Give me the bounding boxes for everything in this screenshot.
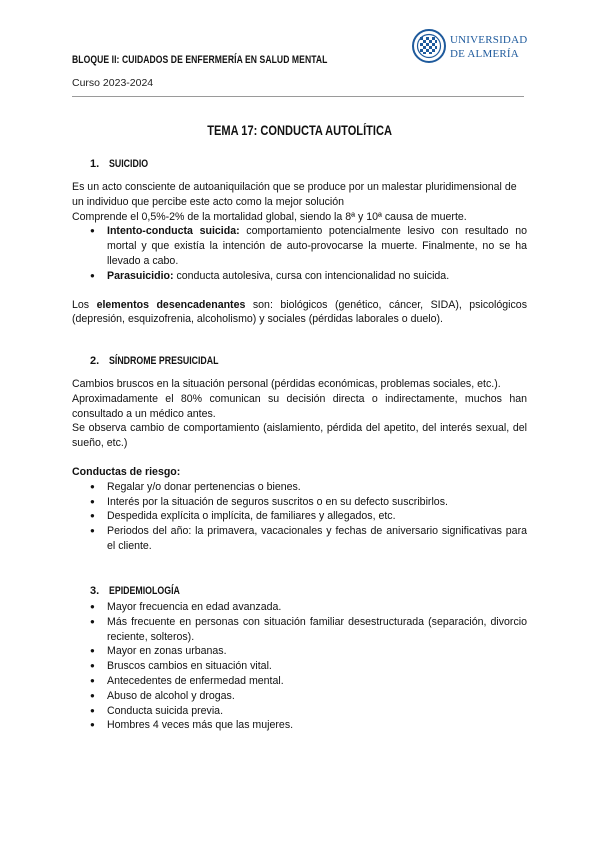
presuicidal-p3: Se observa cambio de comportamiento (aislamiento, pérdida del apetito, del interés sexual, del sueño, etc.)	[72, 422, 527, 450]
suicide-types-list	[72, 224, 527, 283]
list-item: ● Regalar y/o donar pertenencias o bienes.	[107, 480, 527, 495]
section-3-body	[72, 600, 527, 733]
section-2-heading: 2. SÍNDROME PRESUICIDAL	[90, 355, 219, 367]
list-item: ● Interés por la situación de seguros suscritos o en su defecto suscribirlos.	[107, 495, 527, 510]
risk-heading: Conductas de riesgo:	[72, 465, 181, 478]
suicide-definition: Es un acto consciente de autoaniquilación que se produce por un malestar pluridimensional de un individuo que percibe este acto como la mejor solución	[72, 181, 517, 208]
list-item: ● Antecedentes de enfermedad mental.	[107, 674, 527, 689]
list-item: ● Bruscos cambios en situación vital.	[107, 659, 527, 674]
header-divider	[72, 96, 524, 97]
list-item: ● Más frecuente en personas con situación familiar desestructurada (separación, divorcio reciente, solteros).	[107, 615, 527, 645]
mortality-stat: Comprende el 0,5%-2% de la mortalidad global, siendo la 8ª y 10ª causa de muerte.	[72, 210, 467, 223]
list-item: ● Despedida explícita o implícita, de familiares y allegados, etc.	[107, 509, 527, 524]
list-item: ● Conducta suicida previa.	[107, 704, 527, 719]
list-item: ● Periodos del año: la primavera, vacacionales y fechas de aniversario significativas para el cliente.	[107, 524, 527, 554]
presuicidal-p2: Aproximadamente el 80% comunican su decisión directa o indirectamente, muchos han consultado a un médico antes.	[72, 392, 527, 420]
list-item: ● Mayor en zonas urbanas.	[107, 644, 527, 659]
list-item: ● Intento-conducta suicida: comportamiento potencialmente lesivo con resultado no mortal y que existía la intención de auto-provocarse la muerte. Finalmente, no se ha llevado a cabo.	[107, 224, 527, 268]
page-title-container	[0, 122, 600, 140]
page-header	[72, 50, 400, 89]
list-item: ● Hombres 4 veces más que las mujeres.	[107, 718, 527, 733]
logo-line-1: UNIVERSIDAD	[450, 34, 527, 46]
list-item: ● Parasuicidio: conducta autolesiva, cursa con intencionalidad no suicida.	[107, 269, 527, 284]
logo-line-2: DE ALMERÍA	[450, 48, 519, 60]
section-1-heading: 1. SUICIDIO	[90, 158, 149, 170]
section-1-body	[72, 180, 527, 327]
presuicidal-p1: Cambios bruscos en la situación personal (pérdidas económicas, problemas sociales, etc.).	[72, 378, 501, 390]
list-item: ● Abuso de alcohol y drogas.	[107, 689, 527, 704]
list-item: ● Mayor frecuencia en edad avanzada.	[107, 600, 527, 615]
risk-list	[72, 480, 527, 554]
section-2-body	[72, 377, 527, 554]
epidemiology-list	[72, 600, 527, 733]
block-title: BLOQUE II: CUIDADOS DE ENFERMERÍA EN SALUD MENTAL	[72, 54, 328, 66]
section-3-heading: 3. EPIDEMIOLOGÍA	[90, 585, 180, 597]
university-logo	[412, 28, 527, 64]
triggers-paragraph: Los elementos desencadenantes son: biológicos (genético, cáncer, SIDA), psicológicos (depresión, esquizofrenia, alcoholismo) y sociales (pérdidas laborales o duelo).	[72, 298, 527, 326]
page-title: TEMA 17: CONDUCTA AUTOLÍTICA	[207, 123, 393, 138]
course-year: Curso 2023-2024	[72, 77, 154, 89]
university-seal-icon	[413, 30, 445, 62]
